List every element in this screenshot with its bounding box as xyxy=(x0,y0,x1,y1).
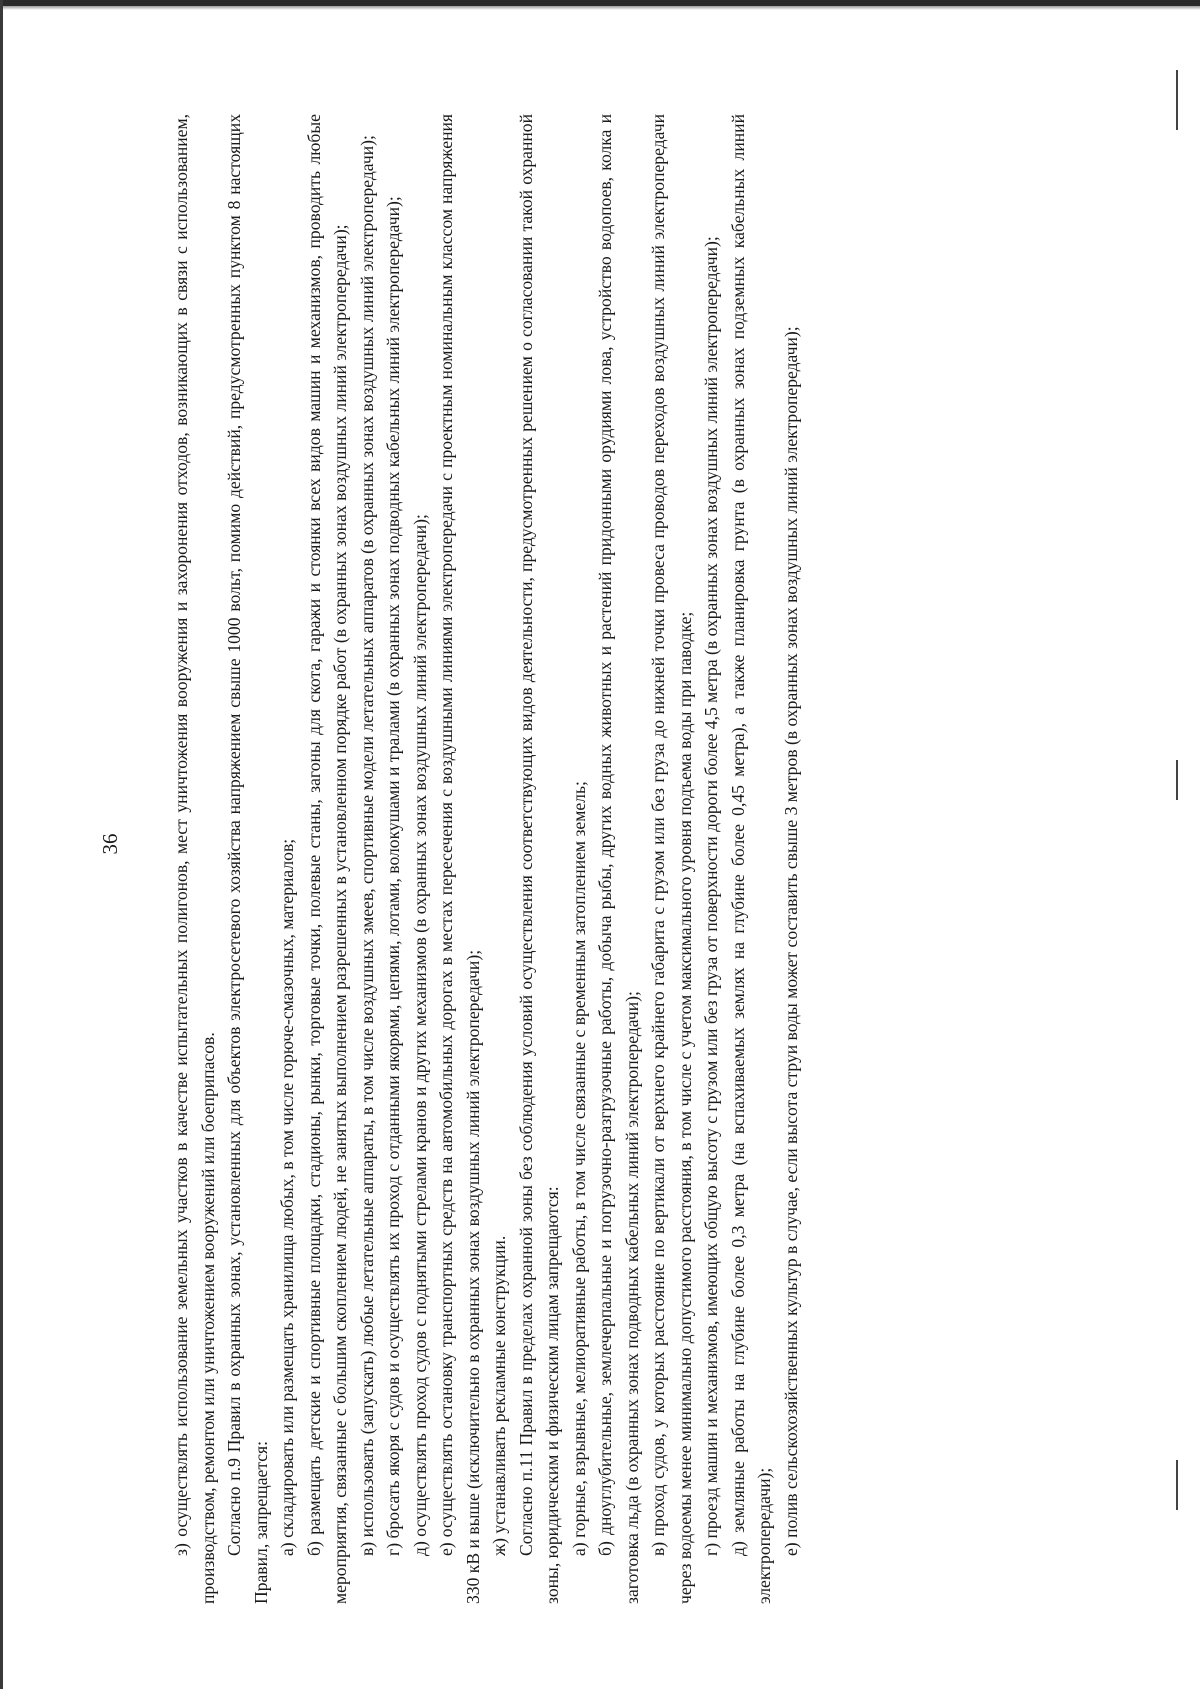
paragraph: д) осуществлять проход судов с поднятыми стрелами кранов и других механизмов (в охранных зонах воздушных линий электропередачи); xyxy=(409,514,430,1556)
document-body xyxy=(168,114,804,1604)
paragraph: е) осуществлять остановку транспортных средств на автомобильных дорогах в местах пересечения с воздушными линиями электропередачи с проектным номинальным классом напряжения 330 кВ и выше (исключительно в охранных зонах воздушных линий электропередачи); xyxy=(436,114,483,1604)
scan-mark xyxy=(1176,760,1178,800)
scan-edge-left xyxy=(0,0,3,1689)
paragraph: з) осуществлять использование земельных участков в качестве испытательных полигонов, мест уничтожения вооружения и захоронения отходов, возникающих в связи с использованием, производством, ремонтом или уничтожением вооружений или боеприпасов. xyxy=(171,114,218,1604)
paragraph: б) размещать детские и спортивные площадки, стадионы, рынки, торговые точки, полевые станы, загоны для скота, гаражи и стоянки всех видов машин и механизмов, проводить любые мероприятия, связанные с большим скоплением людей, не занятых выполнением разрешенных в установленном порядке работ (в охранных зонах воздушных линий электропередачи); xyxy=(303,114,350,1604)
paragraph: г) бросать якоря с судов и осуществлять их проход с отданными якорями, цепями, лотами, волокушами и тралами (в охранных зонах подводных кабельных линий электропередачи); xyxy=(383,196,403,1556)
paragraph: г) проезд машин и механизмов, имеющих общую высоту с грузом или без груза от поверхности дороги более 4,5 метра (в охранных зонах воздушных линий электропередачи); xyxy=(701,236,721,1556)
paragraph: е) полив сельскохозяйственных культур в случае, если высота струи воды может составить свыше 3 метров (в охранных зонах воздушных линий электропередачи); xyxy=(780,326,801,1556)
paragraph: ж) устанавливать рекламные конструкции. xyxy=(489,1235,509,1556)
paragraph: д) земляные работы на глубине более 0,3 метра (на вспахиваемых землях на глубине более 0,45 метра), а также планировка грунта (в охранных зонах подземных кабельных линий электропередачи); xyxy=(727,114,774,1604)
paragraph: а) складировать или размещать хранилища любых, в том числе горюче-смазочных, материалов; xyxy=(277,838,297,1556)
paragraph: Согласно п.11 Правил в пределах охранной зоны без соблюдения условий осуществления соответствующих видов деятельности, предусмотренных решением о согласовании такой охранной зоны, юридическим и физическим лицам запрещаются: xyxy=(515,114,562,1604)
scan-mark xyxy=(1176,1460,1178,1510)
paragraph: в) проход судов, у которых расстояние по вертикали от верхнего крайнего габарита с грузом или без груза до нижней точки провеса проводов переходов воздушных линий электропередачи через водоемы менее минимально допустимого расстояния, в том числе с учетом максимального уровня подъема воды при паводке; xyxy=(648,114,695,1604)
document-page xyxy=(90,74,1110,1614)
paragraph: в) использовать (запускать) любые летательные аппараты, в том числе воздушных змеев, спортивные модели летательных аппаратов (в охранных зонах воздушных линий электропередачи); xyxy=(356,135,377,1556)
page-number: 36 xyxy=(98,833,122,855)
scan-mark xyxy=(1176,70,1178,130)
paragraph: б) дноуглубительные, землечерпальные и погрузочно-разгрузочные работы, добыча рыбы, других водных животных и растений придонными орудиями лова, устройство водопоев, колка и заготовка льда (в охранных зонах подводных кабельных линий электропередачи); xyxy=(595,114,642,1604)
paragraph: а) горные, взрывные, мелиоративные работы, в том числе связанные с временным затоплением земель; xyxy=(568,781,589,1556)
paragraph: Согласно п.9 Правил в охранных зонах, установленных для объектов электросетевого хозяйства напряжением свыше 1000 вольт, помимо действий, предусмотренных пунктом 8 настоящих Правил, запрещается: xyxy=(224,114,271,1604)
scan-edge-top xyxy=(0,0,1200,6)
